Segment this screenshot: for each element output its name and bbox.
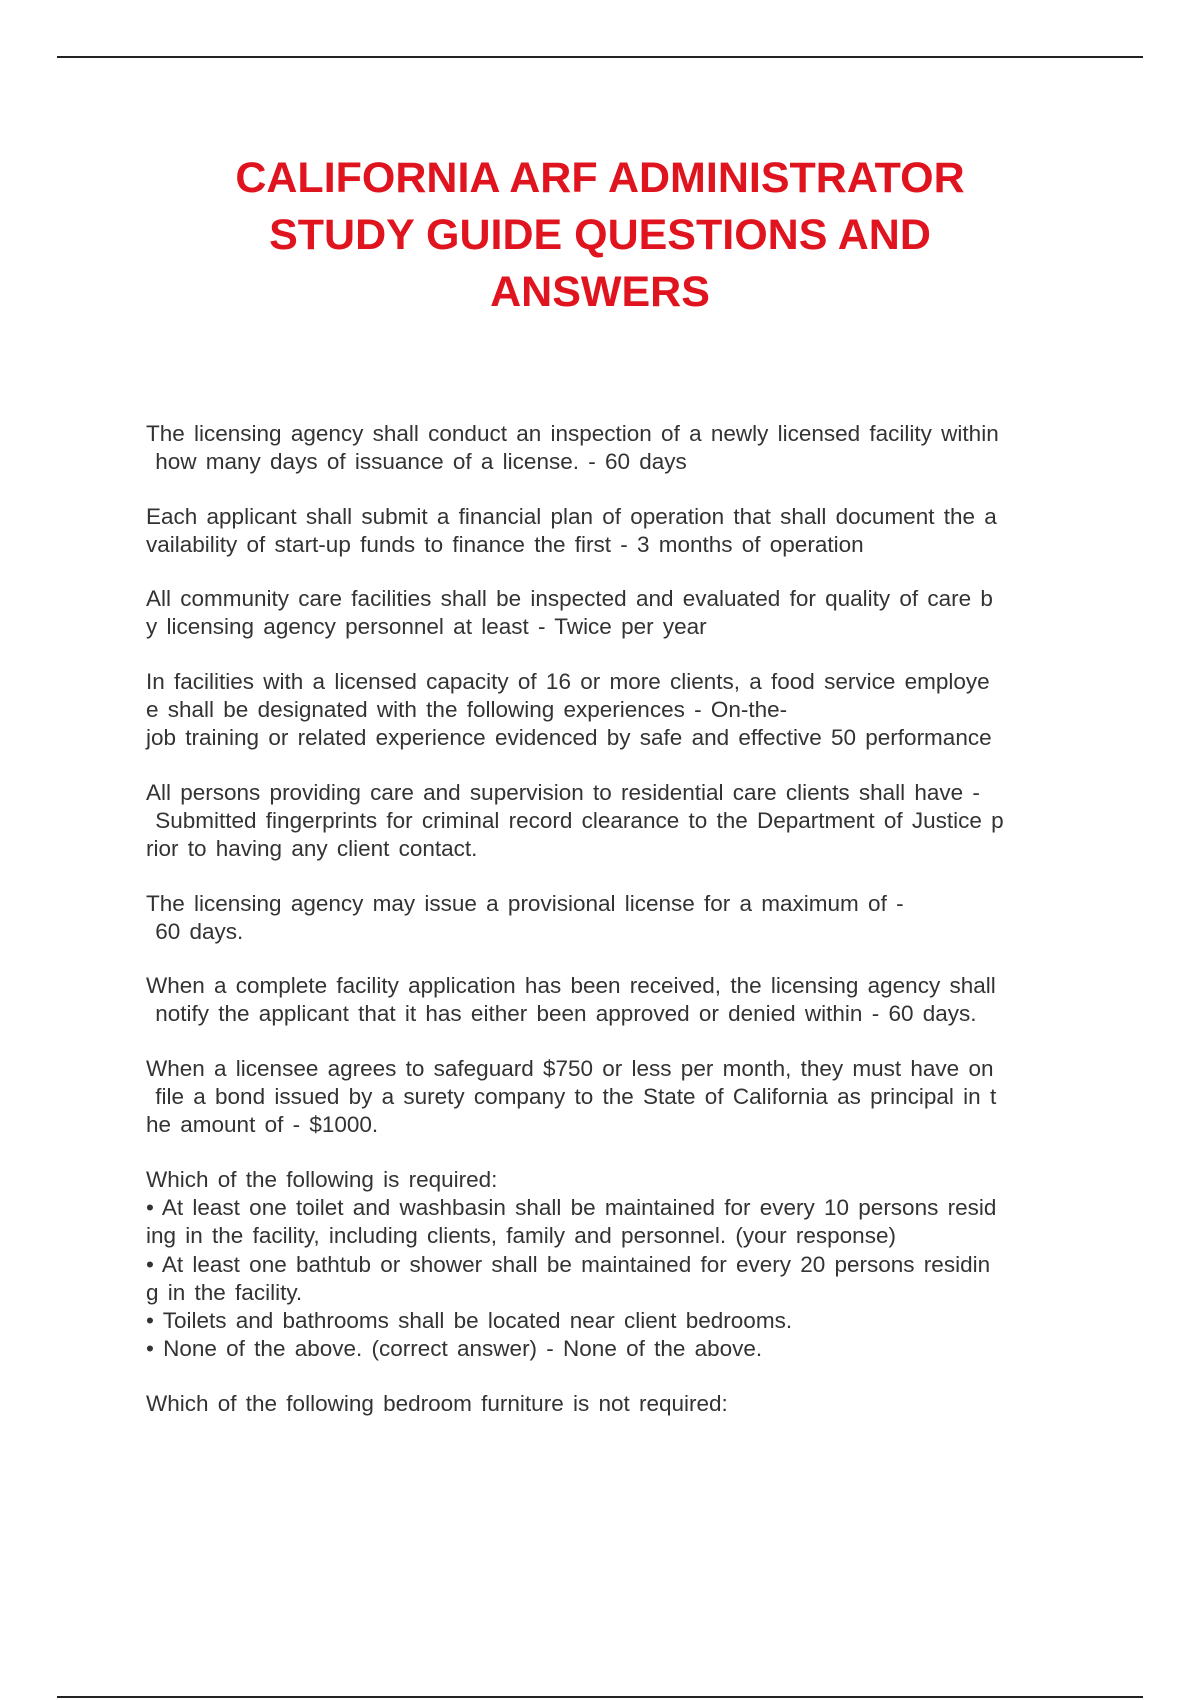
qa-text-line: In facilities with a licensed capacity of 16 or more clients, a food service employe bbox=[146, 668, 990, 694]
qa-text-line: ing in the facility, including clients, family and personnel. (your response) bbox=[146, 1223, 896, 1249]
qa-item bbox=[146, 890, 1096, 947]
qa-item bbox=[146, 972, 1096, 1029]
qa-text-line: The licensing agency may issue a provisional license for a maximum of - bbox=[146, 890, 904, 916]
qa-item bbox=[146, 503, 1096, 560]
qa-content bbox=[146, 420, 1096, 1444]
qa-item bbox=[146, 420, 1096, 477]
qa-text-line: y licensing agency personnel at least - Twice per year bbox=[146, 614, 707, 640]
document-title bbox=[160, 150, 1040, 321]
qa-bullet-line: • Toilets and bathrooms shall be located near client bedrooms. bbox=[146, 1308, 793, 1334]
qa-text-line: how many days of issuance of a license. - 60 days bbox=[146, 449, 687, 475]
qa-text-line: Each applicant shall submit a financial plan of operation that shall document the a bbox=[146, 503, 997, 529]
title-line: CALIFORNIA ARF ADMINISTRATOR bbox=[235, 154, 965, 202]
title-line: STUDY GUIDE QUESTIONS AND bbox=[269, 211, 931, 259]
qa-text-line: notify the applicant that it has either been approved or denied within - 60 days. bbox=[146, 1001, 977, 1027]
qa-text-line: Submitted fingerprints for criminal record clearance to the Department of Justice p bbox=[146, 807, 1004, 833]
qa-bullet-line: • None of the above. (correct answer) - None of the above. bbox=[146, 1336, 763, 1362]
qa-text-line: Which of the following is required: bbox=[146, 1166, 498, 1192]
qa-text-line: When a complete facility application has been received, the licensing agency shall bbox=[146, 973, 996, 999]
qa-text-line: vailability of start-up funds to finance the first - 3 months of operation bbox=[146, 531, 864, 557]
qa-text-line: Which of the following bedroom furniture is not required: bbox=[146, 1390, 728, 1416]
top-rule bbox=[57, 56, 1143, 58]
qa-text-line: All community care facilities shall be inspected and evaluated for quality of care b bbox=[146, 586, 993, 612]
title-line: ANSWERS bbox=[490, 268, 710, 316]
qa-text-line: g in the facility. bbox=[146, 1279, 303, 1305]
qa-text-line: When a licensee agrees to safeguard $750 or less per month, they must have on bbox=[146, 1055, 994, 1081]
qa-item bbox=[146, 1166, 1096, 1364]
qa-item bbox=[146, 1055, 1096, 1140]
qa-text-line: he amount of - $1000. bbox=[146, 1112, 379, 1138]
qa-text-line: file a bond issued by a surety company to the State of California as principal in t bbox=[146, 1084, 997, 1110]
qa-text-line: e shall be designated with the following experiences - On-the- bbox=[146, 697, 788, 723]
qa-bullet-line: • At least one toilet and washbasin shall be maintained for every 10 persons resid bbox=[146, 1194, 997, 1220]
qa-bullet-line: • At least one bathtub or shower shall be maintained for every 20 persons residin bbox=[146, 1251, 991, 1277]
qa-item bbox=[146, 779, 1096, 864]
qa-text-line: rior to having any client contact. bbox=[146, 836, 478, 862]
qa-text-line: All persons providing care and supervision to residential care clients shall have - bbox=[146, 779, 980, 805]
qa-item bbox=[146, 668, 1096, 753]
qa-item bbox=[146, 1390, 1096, 1418]
qa-text-line: The licensing agency shall conduct an inspection of a newly licensed facility within bbox=[146, 421, 999, 446]
bottom-rule bbox=[57, 1696, 1143, 1698]
qa-text-line: 60 days. bbox=[146, 918, 244, 944]
qa-text-line: job training or related experience evidenced by safe and effective 50 performance bbox=[146, 725, 992, 751]
qa-item bbox=[146, 585, 1096, 642]
